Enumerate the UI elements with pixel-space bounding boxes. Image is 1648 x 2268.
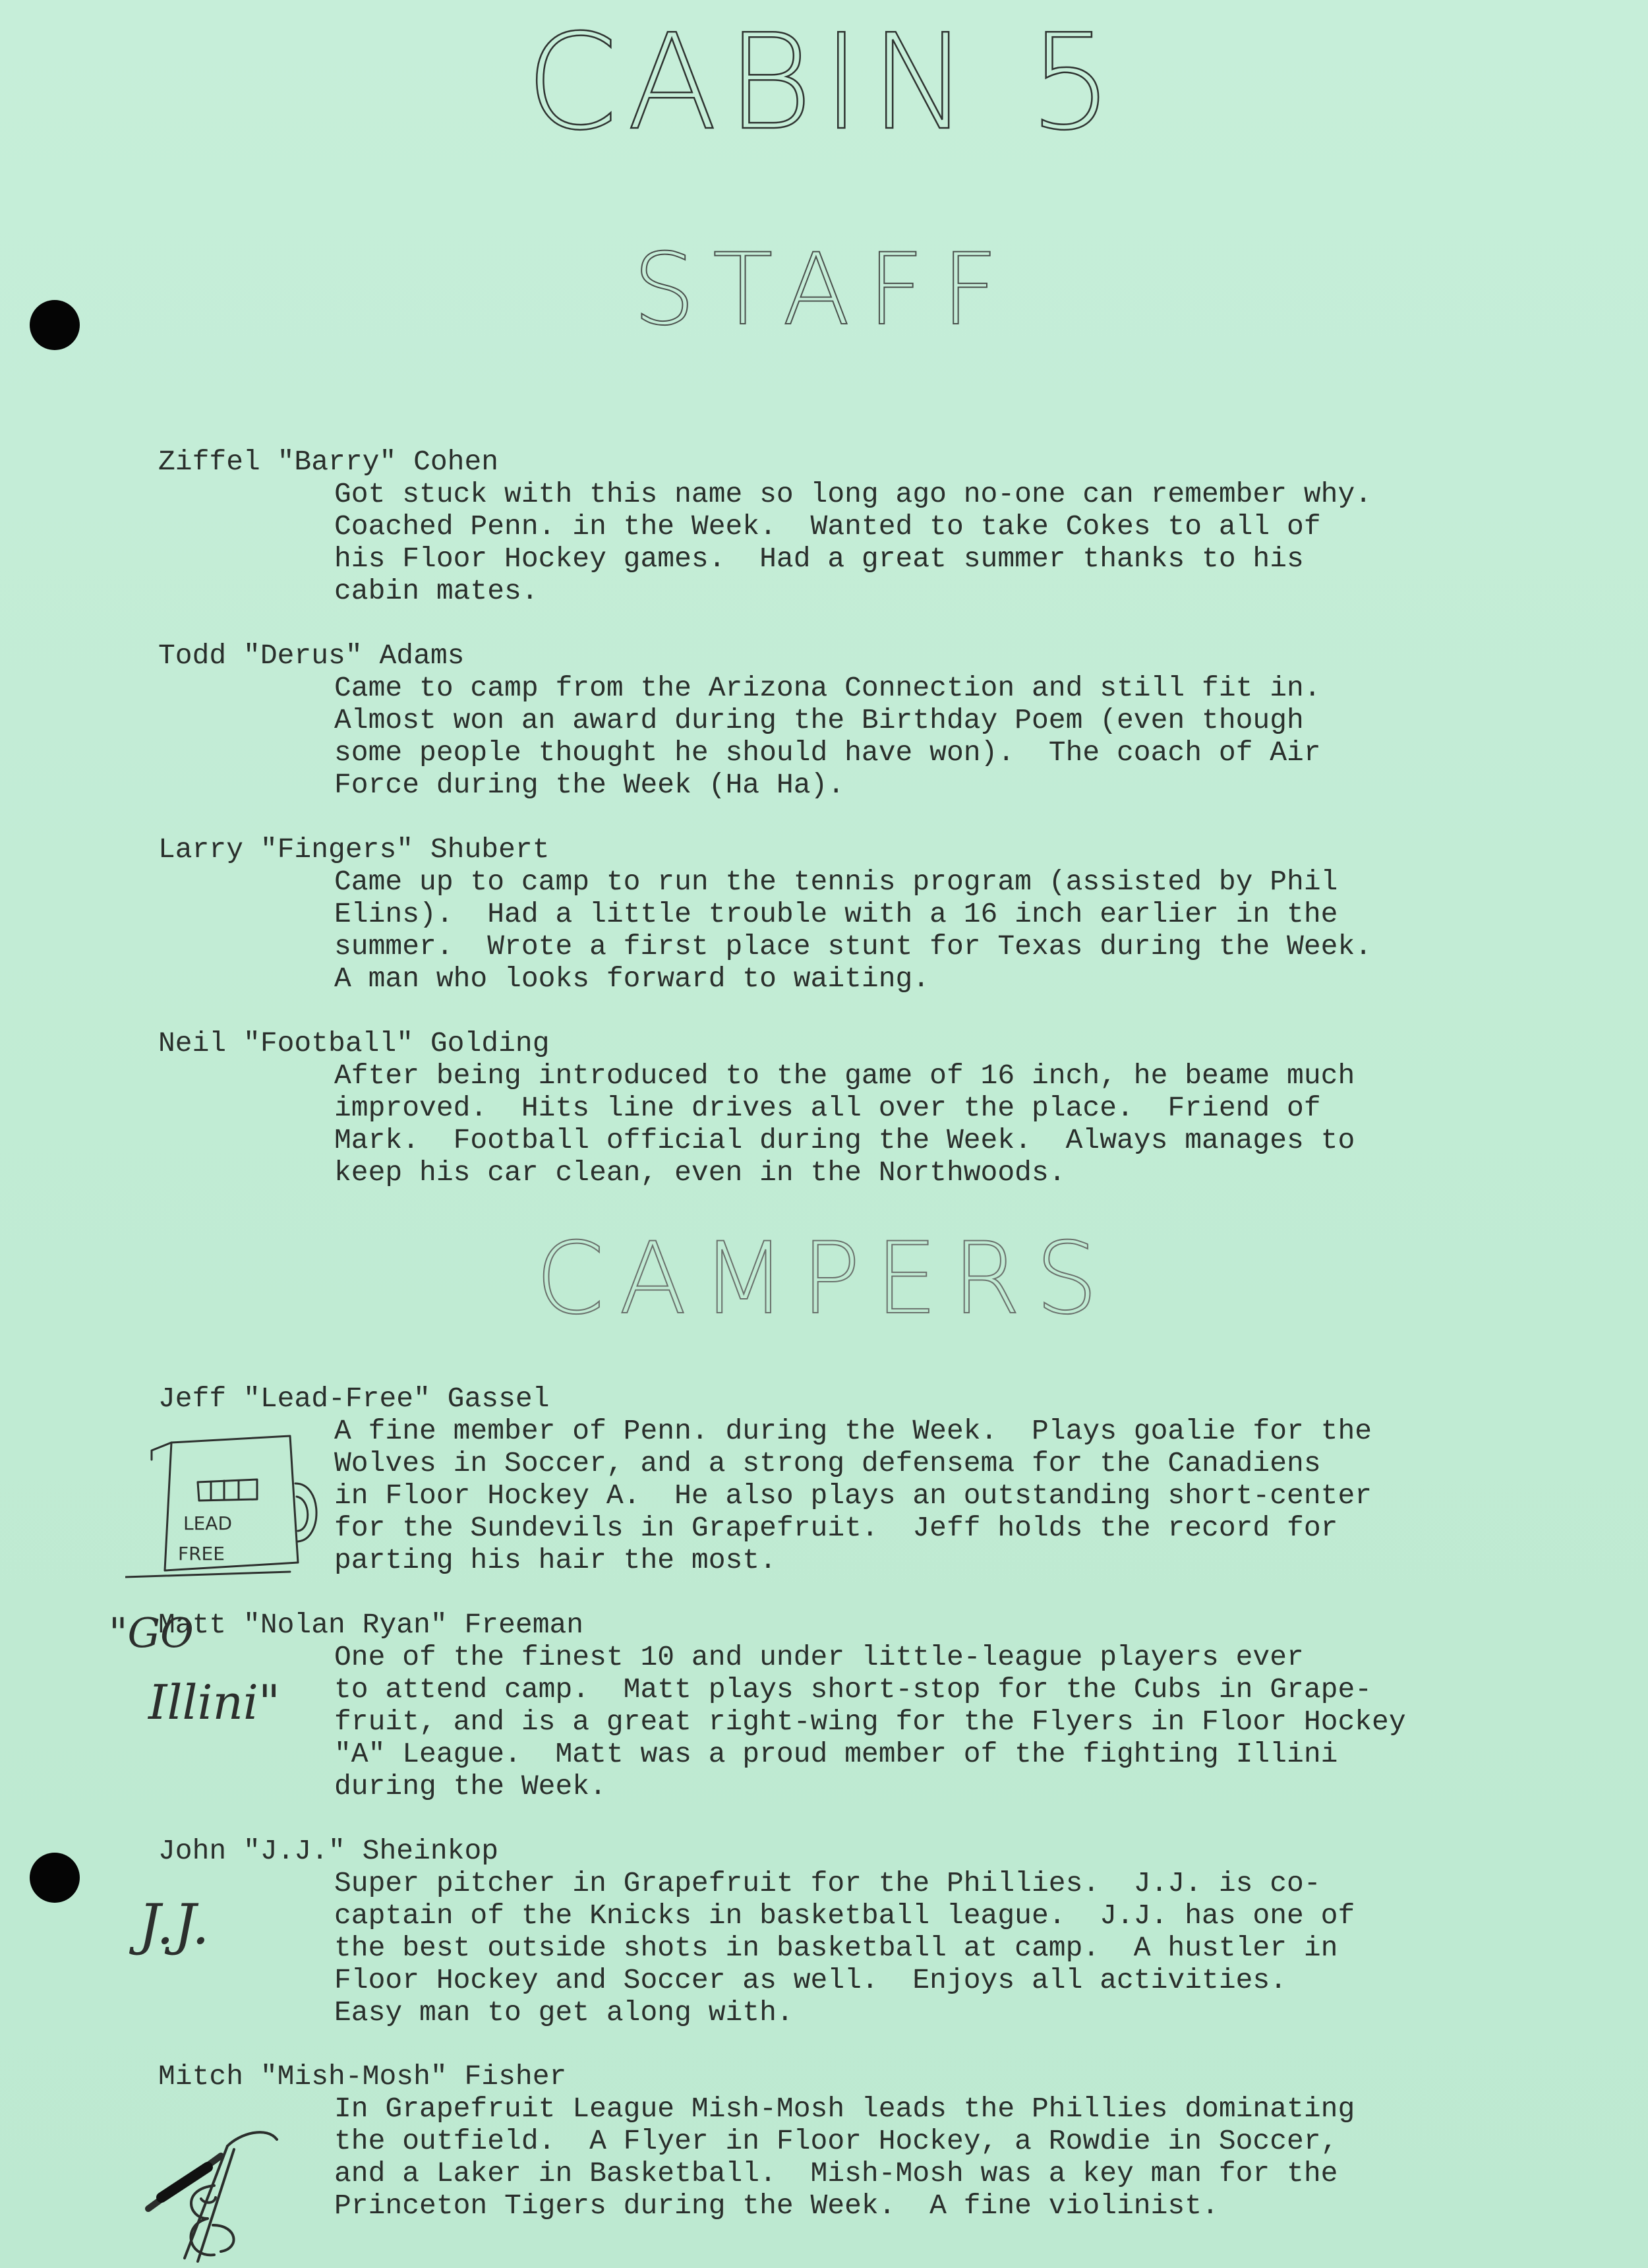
entry-line: Came to camp from the Arizona Connection and still fit in. [334, 672, 1321, 704]
jj-handwriting: J.J. [138, 1892, 210, 1957]
entry-name: Matt "Nolan Ryan" Freeman [158, 1609, 584, 1641]
entry-name: John "J.J." Sheinkop [158, 1835, 499, 1867]
entry-name: Larry "Fingers" Shubert [158, 833, 550, 866]
entry-line: in Floor Hockey A. He also plays an outstanding short-center [334, 1479, 1372, 1512]
entry-line: captain of the Knicks in basketball league. J.J. has one of [334, 1899, 1355, 1932]
entry-line: "A" League. Matt was a proud member of the fighting Illini [334, 1738, 1338, 1770]
violin-doodle [135, 2126, 333, 2268]
entry-line: keep his car clean, even in the Northwoods. [334, 1156, 1066, 1189]
campers-heading: CAMPERS [535, 1222, 1113, 1336]
camper-entry [158, 2060, 1582, 2222]
staff-heading: STAFF [632, 233, 1016, 347]
entry-line: Elins). Had a little trouble with a 16 inch earlier in the [334, 898, 1338, 930]
staff-entry [158, 640, 1582, 801]
entry-name: Mitch "Mish-Mosh" Fisher [158, 2060, 567, 2093]
entry-line: the outfield. A Flyer in Floor Hockey, a Rowdie in Soccer, [334, 2125, 1338, 2157]
entry-line: during the Week. [334, 1770, 606, 1803]
entry-line: Mark. Football official during the Week. Always manages to [334, 1124, 1355, 1156]
entry-name: Todd "Derus" Adams [158, 640, 465, 672]
entry-line: A man who looks forward to waiting. [334, 963, 930, 995]
go-illini-handwriting [109, 1609, 307, 1754]
entry-line: After being introduced to the game of 16 inch, he beame much [334, 1059, 1355, 1092]
entry-line: summer. Wrote a first place stunt for Texas during the Week. [334, 930, 1372, 963]
entry-line: fruit, and is a great right-wing for the Flyers in Floor Hockey [334, 1706, 1406, 1738]
entry-line: Force during the Week (Ha Ha). [334, 769, 845, 801]
staff-entry [158, 1027, 1582, 1189]
handwriting-illini: Illini" [148, 1675, 281, 1730]
entry-line: Got stuck with this name so long ago no-one can remember why. [334, 478, 1372, 510]
entry-line: cabin mates. [334, 575, 539, 607]
camper-entry [158, 1383, 1582, 1576]
page-title: CABIN 5 [525, 6, 1123, 160]
entry-line: Princeton Tigers during the Week. A fine violinist. [334, 2190, 1219, 2222]
lead-free-mug-doodle [125, 1431, 323, 1589]
camper-entry [158, 1609, 1582, 1803]
mug-label-free: FREE [178, 1543, 225, 1565]
entry-line: for the Sundevils in Grapefruit. Jeff holds the record for [334, 1512, 1338, 1544]
entry-line: parting his hair the most. [334, 1544, 777, 1576]
mug-label-lead: LEAD [183, 1512, 233, 1534]
entry-line: Coached Penn. in the Week. Wanted to take Cokes to all of [334, 510, 1321, 543]
handwriting-go: "GO [109, 1609, 194, 1657]
entry-line: Came up to camp to run the tennis program (assisted by Phil [334, 866, 1338, 898]
entry-line: Floor Hockey and Soccer as well. Enjoys all activities. [334, 1964, 1287, 1996]
entry-line: In Grapefruit League Mish-Mosh leads the Phillies dominating [334, 2093, 1355, 2125]
entry-line: Almost won an award during the Birthday Poem (even though [334, 704, 1304, 736]
entry-line: some people thought he should have won). The coach of Air [334, 736, 1321, 769]
entry-line: Super pitcher in Grapefruit for the Phillies. J.J. is co- [334, 1867, 1321, 1899]
entry-line: One of the finest 10 and under little-league players ever [334, 1641, 1304, 1673]
entry-line: Wolves in Soccer, and a strong defensema for the Canadiens [334, 1447, 1321, 1479]
entry-name: Ziffel "Barry" Cohen [158, 446, 499, 478]
entry-name: Jeff "Lead-Free" Gassel [158, 1383, 550, 1415]
entry-line: to attend camp. Matt plays short-stop for the Cubs in Grape- [334, 1673, 1372, 1706]
staff-entry [158, 446, 1582, 607]
entry-line: and a Laker in Basketball. Mish-Mosh was a key man for the [334, 2157, 1338, 2190]
entry-line: his Floor Hockey games. Had a great summer thanks to his [334, 543, 1304, 575]
entry-line: Easy man to get along with. [334, 1996, 794, 2029]
camper-entry [158, 1835, 1582, 2029]
entry-name: Neil "Football" Golding [158, 1027, 550, 1059]
entry-line: the best outside shots in basketball at camp. A hustler in [334, 1932, 1338, 1964]
entry-line: improved. Hits line drives all over the place. Friend of [334, 1092, 1321, 1124]
entry-line: A fine member of Penn. during the Week. Plays goalie for the [334, 1415, 1372, 1447]
punch-hole-bottom [30, 1853, 80, 1903]
staff-entry [158, 833, 1582, 995]
